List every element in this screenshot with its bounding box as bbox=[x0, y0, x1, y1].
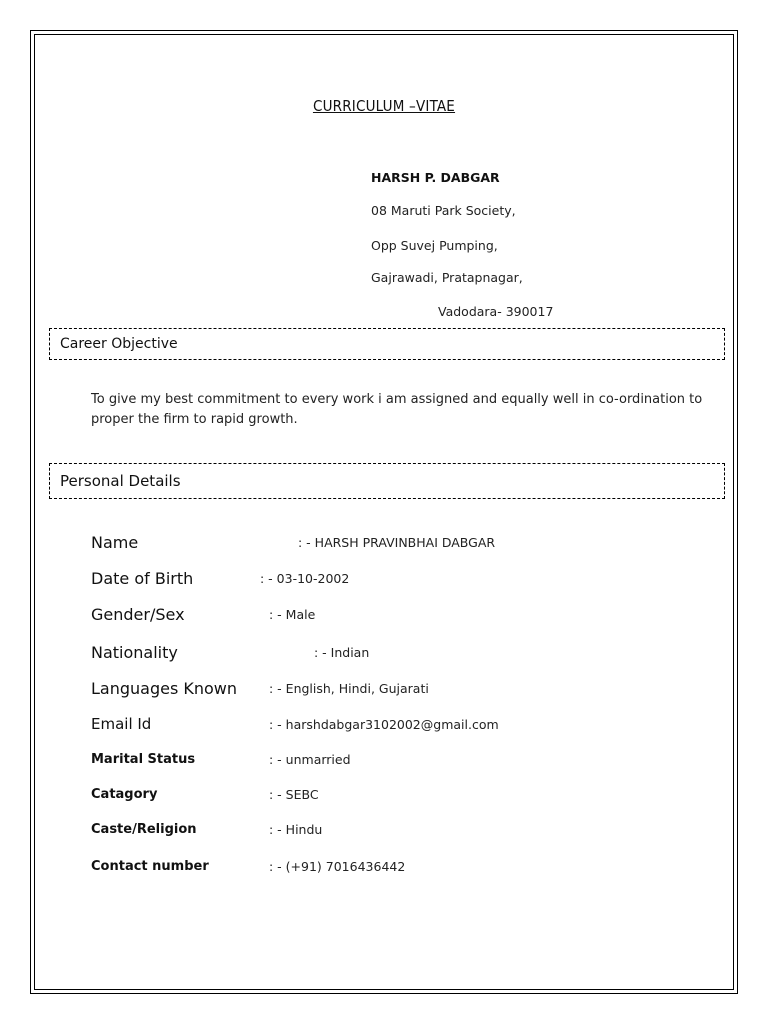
detail-value: : - English, Hindi, Gujarati bbox=[269, 681, 429, 696]
detail-value: : - harshdabgar3102002@gmail.com bbox=[269, 717, 499, 732]
personal-details-heading: Personal Details bbox=[60, 472, 181, 490]
document-title: CURRICULUM –VITAE bbox=[312, 97, 456, 115]
career-objective-text: To give my best commitment to every work i am assigned and equally well in co-ordination to proper the firm to rapid growth. bbox=[91, 392, 703, 427]
detail-label: Caste/Religion bbox=[91, 822, 197, 837]
detail-value: : - unmarried bbox=[269, 752, 351, 767]
detail-label: Name bbox=[91, 533, 139, 552]
address-line-1: 08 Maruti Park Society, bbox=[371, 203, 516, 218]
detail-label: Gender/Sex bbox=[91, 605, 185, 624]
detail-value: : - 03-10-2002 bbox=[260, 571, 350, 586]
detail-label: Contact number bbox=[91, 859, 209, 874]
address-line-4: Vadodara- 390017 bbox=[438, 304, 554, 319]
address-line-2: Opp Suvej Pumping, bbox=[371, 238, 498, 253]
detail-label: Marital Status bbox=[91, 752, 196, 767]
address-line-3: Gajrawadi, Pratapnagar, bbox=[371, 270, 523, 285]
detail-label: Date of Birth bbox=[91, 569, 194, 588]
detail-value: : - Hindu bbox=[269, 822, 323, 837]
detail-label: Nationality bbox=[91, 643, 178, 662]
career-objective-heading: Career Objective bbox=[60, 336, 178, 352]
detail-value: : - SEBC bbox=[269, 787, 319, 802]
detail-value: : - Indian bbox=[314, 645, 370, 660]
detail-value: : - (+91) 7016436442 bbox=[269, 859, 406, 874]
applicant-name: HARSH P. DABGAR bbox=[371, 170, 500, 185]
personal-details-header bbox=[49, 463, 725, 499]
detail-label: Catagory bbox=[91, 787, 158, 802]
detail-value: : - Male bbox=[269, 607, 316, 622]
detail-value: : - HARSH PRAVINBHAI DABGAR bbox=[298, 535, 496, 550]
detail-label: Email Id bbox=[91, 715, 152, 733]
career-objective-header bbox=[49, 328, 725, 360]
detail-label: Languages Known bbox=[91, 679, 238, 698]
